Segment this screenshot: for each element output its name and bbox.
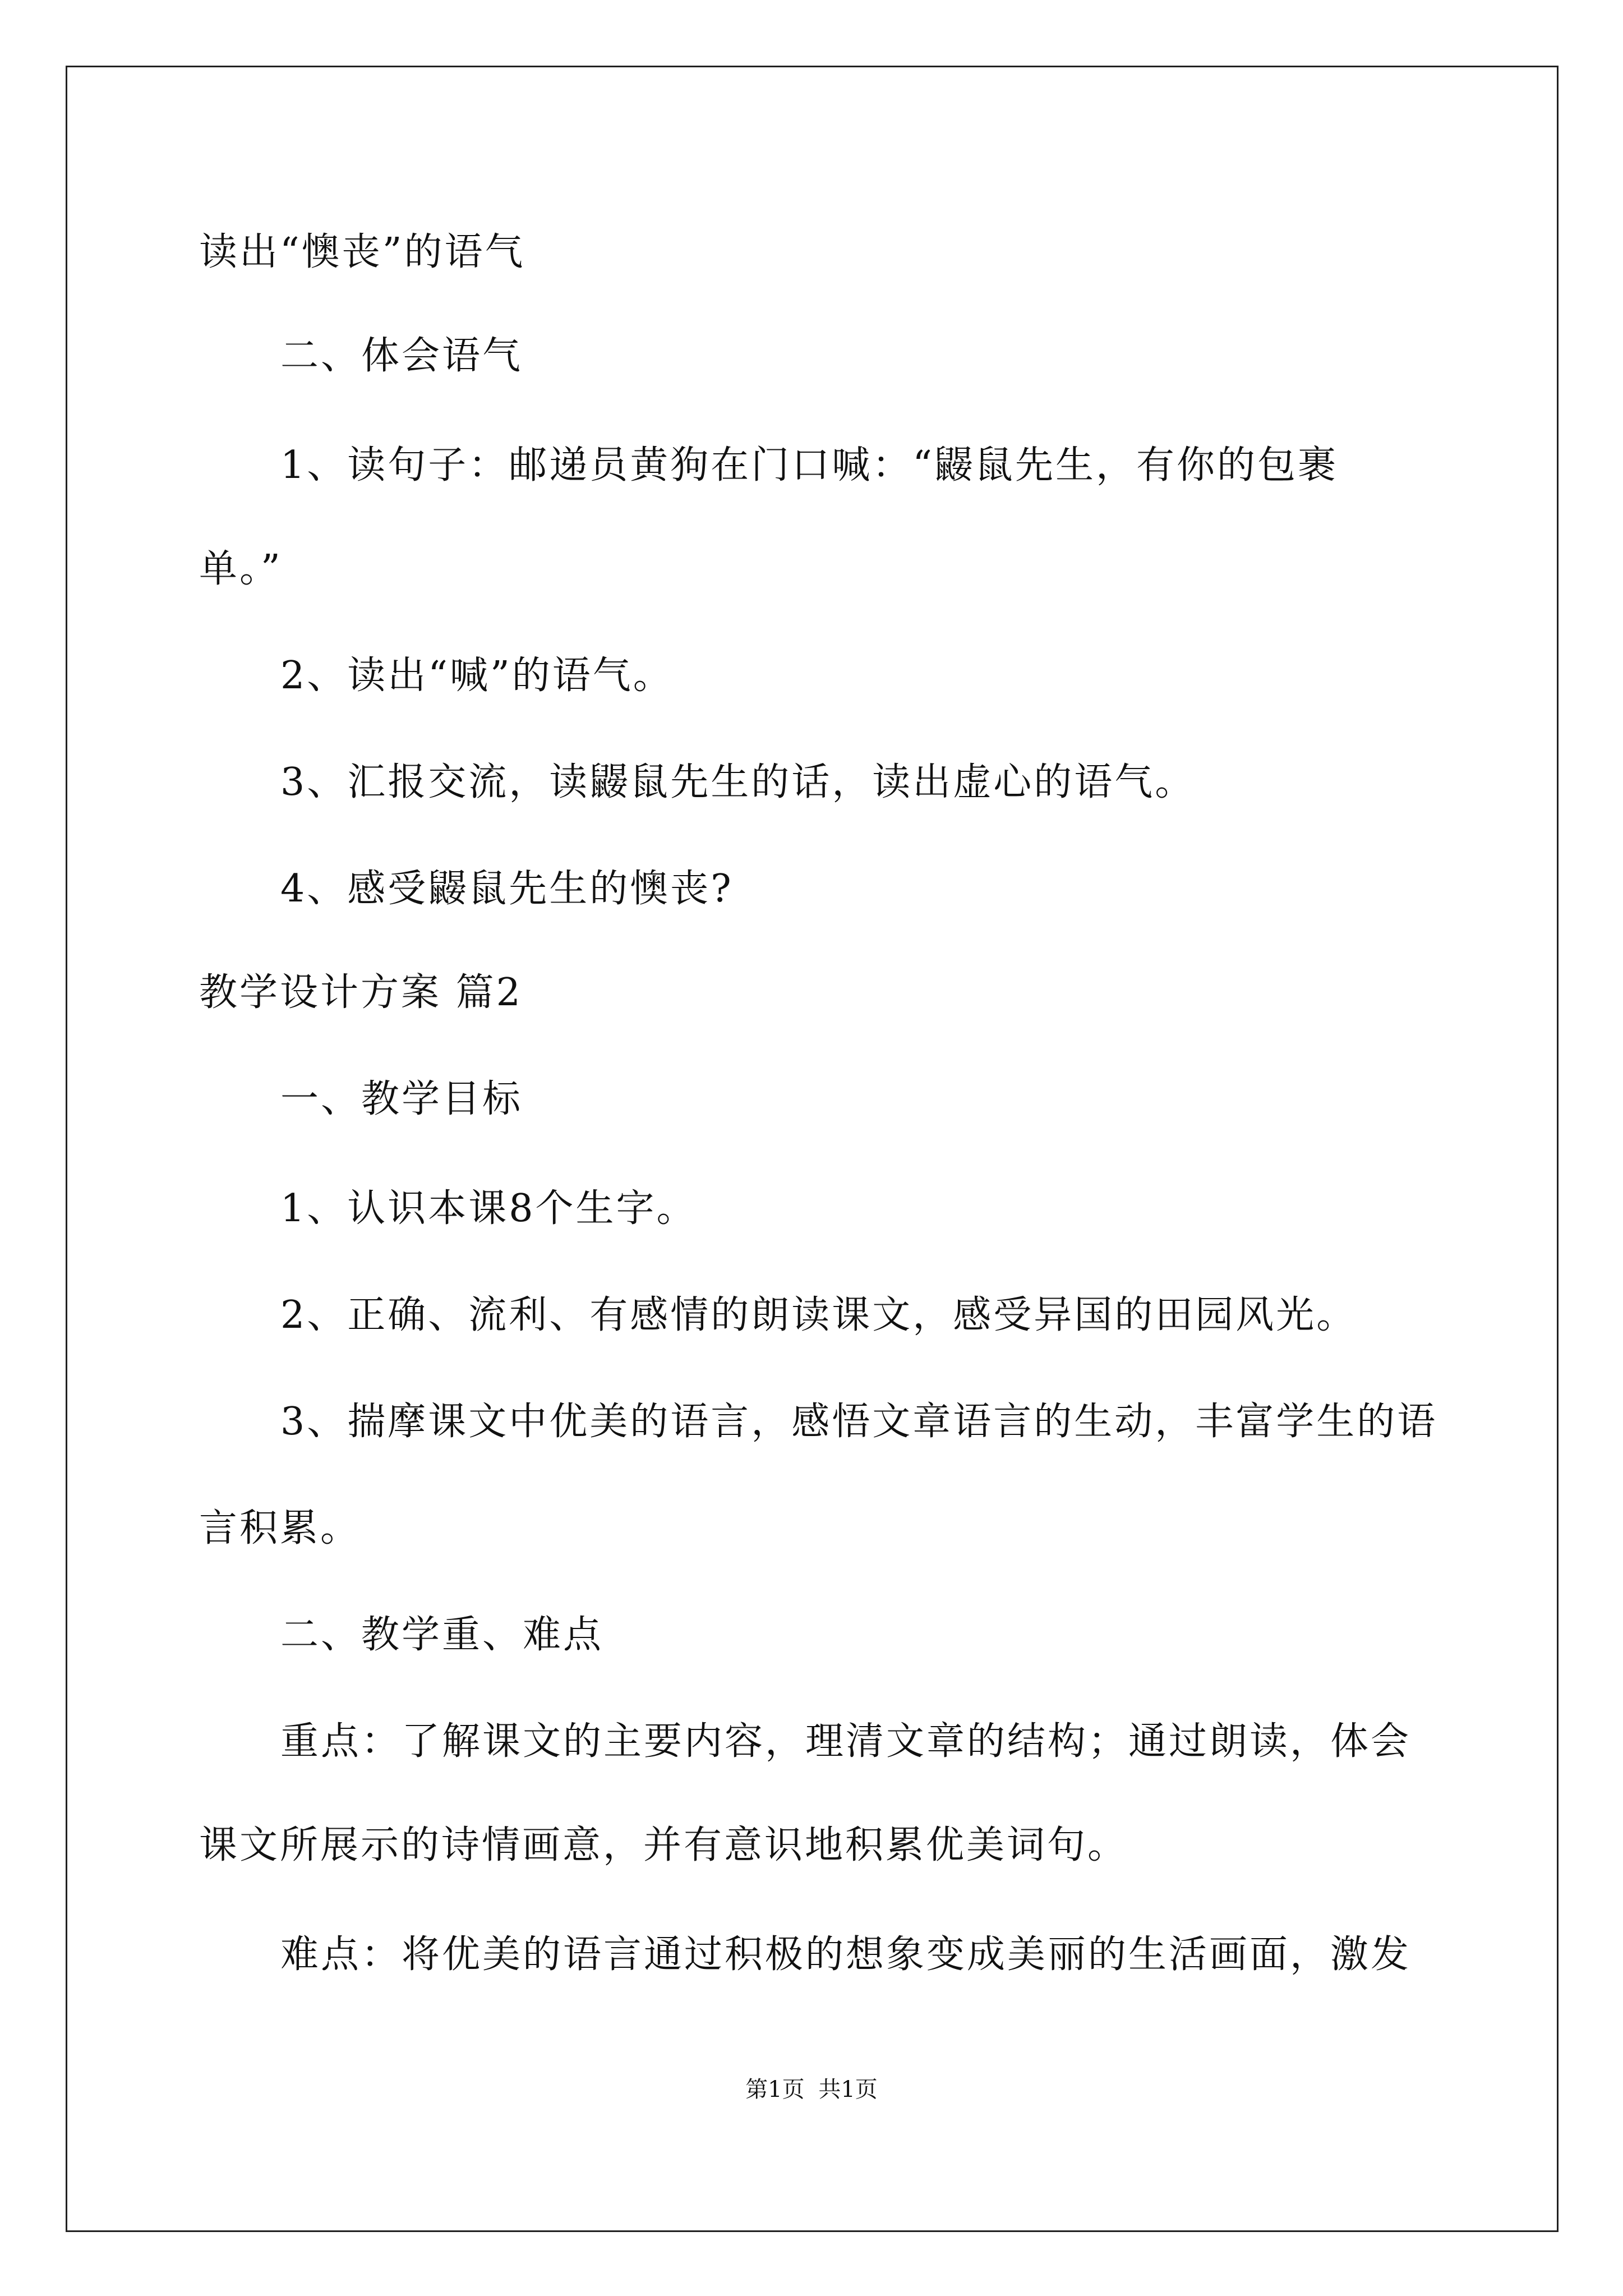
body-line: 重点：了解课文的主要内容，理清文章的结构；通过朗读，体会 [280, 1719, 1412, 1764]
body-line: 言积累。 [199, 1506, 361, 1550]
body-line: 3、汇报交流，读鼹鼠先生的话，读出虚心的语气。 [280, 760, 1196, 804]
body-line: 难点：将优美的语言通过积极的想象变成美丽的生活画面，激发 [280, 1932, 1412, 1977]
body-line: 课文所展示的诗情画意，并有意识地积累优美词句。 [199, 1823, 1128, 1867]
section-heading: 二、教学重、难点 [280, 1613, 604, 1657]
body-line: 1、认识本课8个生字。 [280, 1186, 697, 1231]
body-line: 2、读出“喊”的语气。 [280, 654, 674, 698]
section-title: 教学设计方案 篇2 [199, 970, 523, 1015]
page-border [66, 66, 1559, 2232]
section-heading: 一、教学目标 [280, 1077, 523, 1121]
body-line: 读出“懊丧”的语气 [199, 230, 525, 274]
body-line: 单。” [199, 547, 283, 591]
section-heading: 二、体会语气 [280, 334, 523, 378]
body-line: 4、感受鼹鼠先生的懊丧? [280, 867, 734, 911]
body-line: 2、正确、流利、有感情的朗读课文，感受异国的田园风光。 [280, 1293, 1357, 1337]
body-line: 3、揣摩课文中优美的语言，感悟文章语言的生动，丰富学生的语 [280, 1400, 1438, 1444]
page-footer: 第1页 共1页 [745, 2077, 878, 2102]
body-line: 1、读句子：邮递员黄狗在门口喊：“鼹鼠先生，有你的包裹 [280, 443, 1339, 487]
